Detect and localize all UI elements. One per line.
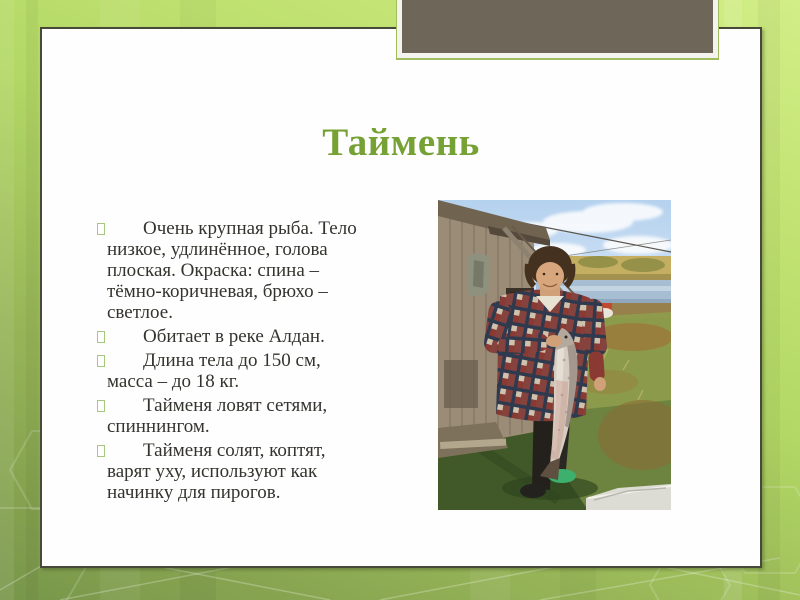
taimen-photo xyxy=(438,200,671,510)
slide-tab-decoration xyxy=(397,0,718,58)
bullet-text-line: варят уху, используют как xyxy=(107,461,318,482)
bullet-text-line: спиннингом. xyxy=(107,416,210,437)
bullet-text-line: начинку для пирогов. xyxy=(107,482,281,503)
bullet-text-line: масса – до 18 кг. xyxy=(107,371,240,392)
bullet-text-line: плоская. Окраска: спина – xyxy=(107,260,320,281)
square-bullet-icon xyxy=(97,400,105,412)
bullet-text-line: Тайменя солят, коптят, xyxy=(143,440,326,461)
bullet-item xyxy=(96,350,436,392)
bullet-item xyxy=(96,395,436,437)
face xyxy=(536,262,564,290)
square-bullet-icon xyxy=(97,445,105,457)
bullet-text-line: тёмно-коричневая, брюхо – xyxy=(107,281,328,302)
bullet-text-line: Длина тела до 150 см, xyxy=(143,350,321,371)
gripping-hand xyxy=(546,335,562,347)
square-bullet-icon xyxy=(97,223,105,235)
bullet-item xyxy=(96,218,436,323)
bullet-text-line: светлое. xyxy=(107,302,173,323)
page-title: Таймень xyxy=(322,121,480,165)
bullet-list xyxy=(96,218,436,506)
bullet-text-line: Очень крупная рыба. Тело xyxy=(143,218,357,239)
bullet-text-line: низкое, удлинённое, голова xyxy=(107,239,328,260)
square-bullet-icon xyxy=(97,355,105,367)
square-bullet-icon xyxy=(97,331,105,343)
bullet-text-line: Обитает в реке Алдан. xyxy=(143,326,325,347)
bullet-item xyxy=(96,440,436,503)
bullet-text-line: Тайменя ловят сетями, xyxy=(143,395,328,416)
bullet-item xyxy=(96,326,436,347)
